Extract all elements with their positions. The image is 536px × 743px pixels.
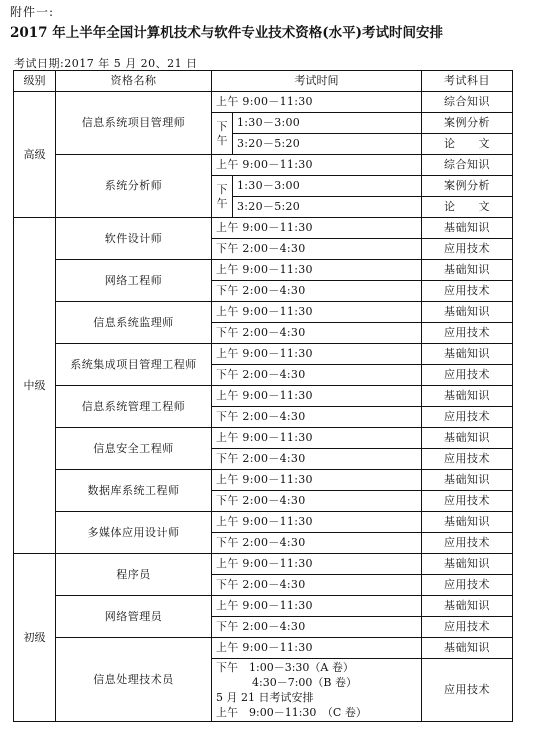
table-header-row (14, 71, 513, 92)
exam-time: 上午 9:00－11:30 (212, 512, 422, 533)
exam-time: 上午 9:00－11:30 (212, 428, 422, 449)
qualification-name: 信息系统管理工程师 (56, 386, 212, 428)
exam-time: 1:30－3:00 (233, 176, 422, 197)
exam-time-special (212, 659, 422, 722)
table-row (14, 554, 513, 575)
exam-subject: 基础知识 (422, 554, 513, 575)
exam-time: 下午 2:00－4:30 (212, 617, 422, 638)
exam-time: 上午 9:00－11:30 (212, 470, 422, 491)
qualification-name: 程序员 (56, 554, 212, 596)
exam-subject: 基础知识 (422, 302, 513, 323)
table-row (14, 512, 513, 533)
level-senior: 高级 (14, 92, 56, 218)
exam-subject: 应用技术 (422, 617, 513, 638)
header-level: 级别 (14, 71, 56, 92)
exam-subject: 综合知识 (422, 155, 513, 176)
afternoon-label: 下 午 (212, 176, 233, 218)
exam-time: 下午 2:00－4:30 (212, 239, 422, 260)
exam-subject: 案例分析 (422, 176, 513, 197)
table-row (14, 260, 513, 281)
exam-time: 上午 9:00－11:30 (212, 386, 422, 407)
exam-subject: 应用技术 (422, 239, 513, 260)
table-row (14, 596, 513, 617)
qualification-name: 多媒体应用设计师 (56, 512, 212, 554)
exam-subject: 应用技术 (422, 575, 513, 596)
exam-time: 下午 2:00－4:30 (212, 491, 422, 512)
qualification-name: 信息处理技术员 (56, 638, 212, 722)
qualification-name: 信息系统项目管理师 (56, 92, 212, 155)
special-line-4: 上午 9:00－11:30 （C 卷） (216, 706, 367, 719)
exam-time: 下午 2:00－4:30 (212, 449, 422, 470)
header-time: 考试时间 (212, 71, 422, 92)
exam-subject: 案例分析 (422, 113, 513, 134)
exam-time: 下午 2:00－4:30 (212, 575, 422, 596)
page-title: 2017 年上半年全国计算机技术与软件专业技术资格(水平)考试时间安排 (10, 25, 444, 41)
exam-subject: 应用技术 (422, 491, 513, 512)
exam-subject: 论 文 (422, 134, 513, 155)
exam-time: 上午 9:00－11:30 (212, 92, 422, 113)
table-row (14, 92, 513, 113)
exam-subject: 论 文 (422, 197, 513, 218)
special-line-3: 5 月 21 日考试安排 (216, 691, 314, 704)
exam-subject: 基础知识 (422, 470, 513, 491)
table-row (14, 302, 513, 323)
table-row (14, 218, 513, 239)
special-line-2: 4:30－7:00（B 卷） (252, 676, 357, 689)
qualification-name: 软件设计师 (56, 218, 212, 260)
exam-time: 上午 9:00－11:30 (212, 155, 422, 176)
exam-time: 上午 9:00－11:30 (212, 554, 422, 575)
level-junior: 初级 (14, 554, 56, 722)
exam-time: 下午 2:00－4:30 (212, 281, 422, 302)
exam-subject: 基础知识 (422, 218, 513, 239)
exam-schedule-table (13, 70, 513, 722)
special-line-1: 下午 1:00－3:30（A 卷） (216, 661, 354, 674)
exam-time: 3:20－5:20 (233, 197, 422, 218)
qualification-name: 系统集成项目管理工程师 (56, 344, 212, 386)
exam-subject: 综合知识 (422, 92, 513, 113)
table-row (14, 344, 513, 365)
qualification-name: 系统分析师 (56, 155, 212, 218)
exam-subject: 基础知识 (422, 386, 513, 407)
exam-subject: 应用技术 (422, 407, 513, 428)
exam-subject: 基础知识 (422, 638, 513, 659)
exam-subject: 基础知识 (422, 260, 513, 281)
qualification-name: 网络工程师 (56, 260, 212, 302)
exam-time: 下午 2:00－4:30 (212, 365, 422, 386)
exam-time: 上午 9:00－11:30 (212, 638, 422, 659)
afternoon-label: 下 午 (212, 113, 233, 155)
exam-time: 3:20－5:20 (233, 134, 422, 155)
exam-subject: 基础知识 (422, 344, 513, 365)
qualification-name: 信息系统监理师 (56, 302, 212, 344)
exam-subject: 应用技术 (422, 659, 513, 722)
exam-subject: 基础知识 (422, 596, 513, 617)
exam-time: 上午 9:00－11:30 (212, 344, 422, 365)
exam-subject: 基础知识 (422, 512, 513, 533)
exam-time: 上午 9:00－11:30 (212, 596, 422, 617)
exam-time: 上午 9:00－11:30 (212, 302, 422, 323)
exam-time: 下午 2:00－4:30 (212, 323, 422, 344)
exam-time: 上午 9:00－11:30 (212, 260, 422, 281)
table-row (14, 428, 513, 449)
table-row (14, 638, 513, 659)
exam-time: 上午 9:00－11:30 (212, 218, 422, 239)
table-row (14, 386, 513, 407)
exam-subject: 基础知识 (422, 428, 513, 449)
table-row (14, 155, 513, 176)
exam-subject: 应用技术 (422, 365, 513, 386)
attachment-label: 附件一: (10, 5, 55, 19)
header-subject: 考试科目 (422, 71, 513, 92)
exam-time: 1:30－3:00 (233, 113, 422, 134)
exam-subject: 应用技术 (422, 323, 513, 344)
qualification-name: 数据库系统工程师 (56, 470, 212, 512)
exam-time: 下午 2:00－4:30 (212, 407, 422, 428)
exam-subject: 应用技术 (422, 533, 513, 554)
exam-subject: 应用技术 (422, 449, 513, 470)
qualification-name: 信息安全工程师 (56, 428, 212, 470)
exam-date: 考试日期:2017 年 5 月 20、21 日 (14, 57, 198, 70)
level-intermediate: 中级 (14, 218, 56, 554)
header-qualification: 资格名称 (56, 71, 212, 92)
qualification-name: 网络管理员 (56, 596, 212, 638)
exam-time: 下午 2:00－4:30 (212, 533, 422, 554)
table-row (14, 470, 513, 491)
exam-subject: 应用技术 (422, 281, 513, 302)
